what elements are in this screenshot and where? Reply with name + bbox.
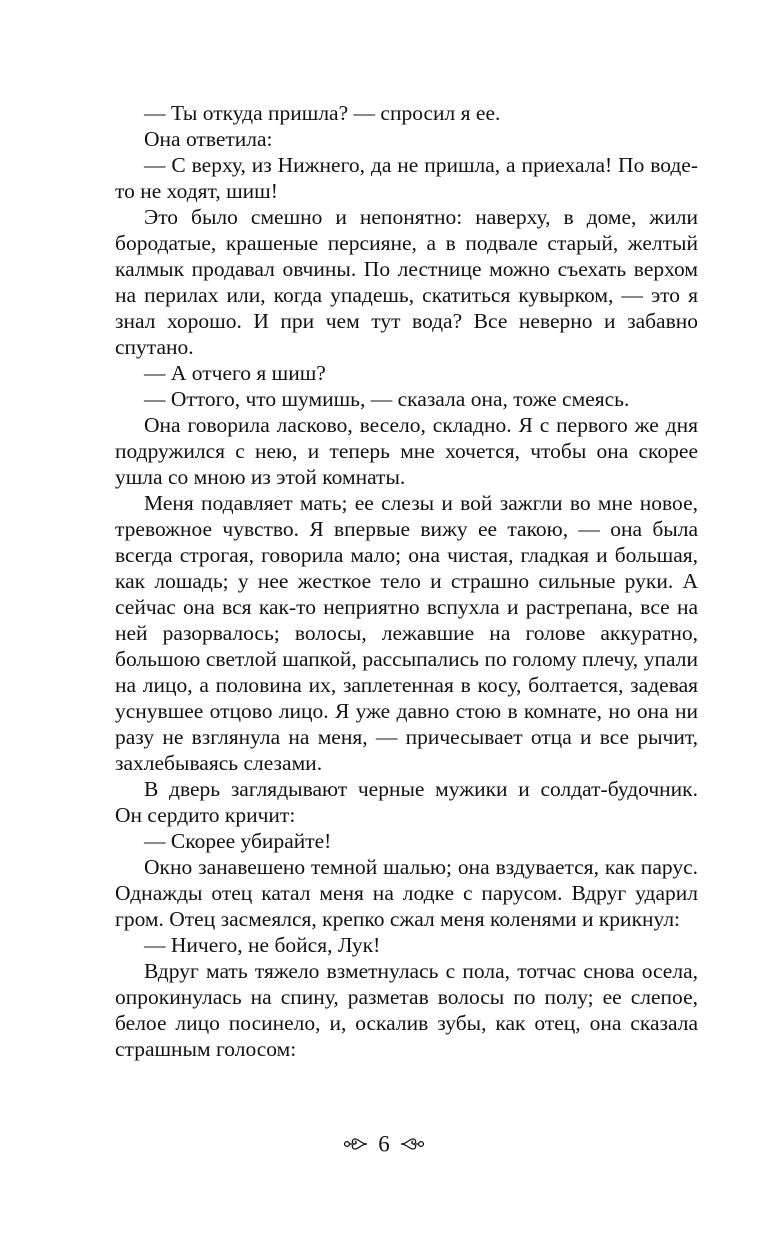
paragraph: — С верху, из Нижнего, да не пришла, а приехала! По воде-то не ходят, шиш! — [115, 153, 698, 203]
paragraph: Окно занавешено темной шалью; она вздувается, как парус. Однажды отец катал меня на лодке с парусом. Вдруг ударил гром. Отец засмеялся, крепко сжал меня коленями и крикнул: — [115, 855, 698, 931]
paragraph: — Скорее убирайте! — [144, 829, 332, 853]
paragraph: — Ты откуда пришла? — спросил я ее. — [144, 101, 501, 125]
paragraph: Вдруг мать тяжело взметнулась с пола, тотчас снова осела, опрокинулась на спину, разметав волосы по полу; ее слепое, белое лицо посинело, и, оскалив зубы, как отец, она сказала страшным голосом: — [115, 959, 698, 1061]
paragraph: — А отчего я шиш? — [144, 361, 326, 385]
page-text — [115, 100, 698, 1062]
paragraph: — Ничего, не бойся, Лук! — [144, 933, 381, 957]
paragraph: Она говорила ласково, весело, складно. Я с первого же дня подружился с нею, и теперь мне хочется, чтобы она скорее ушла со мною из этой комнаты. — [115, 413, 698, 489]
paragraph: — Оттого, что шумишь, — сказала она, тоже смеясь. — [144, 387, 630, 411]
page-footer — [0, 1130, 768, 1158]
paragraph: В дверь заглядывают черные мужики и солдат-будочник. Он сердито кричит: — [115, 777, 698, 827]
paragraph: Это было смешно и непонятно: наверху, в доме, жили бородатые, крашеные персияне, а в подвале старый, желтый калмык продавал овчины. По лестнице можно съехать верхом на перилах или, когда упадешь, скатиться кувырком, — это я знал хорошо. И при чем тут вода? Все неверно и забавно спутано. — [115, 205, 698, 359]
left-ornament-icon — [342, 1132, 368, 1158]
page-number: 6 — [378, 1131, 390, 1157]
right-ornament-icon — [400, 1132, 426, 1158]
paragraph: Она ответила: — [144, 127, 273, 151]
paragraph: Меня подавляет мать; ее слезы и вой зажгли во мне новое, тревожное чувство. Я впервые вижу ее такою, — она была всегда строгая, говорила мало; она чистая, гладкая и большая, как лошадь; у нее жесткое тело и страшно сильные руки. А сейчас она вся как-то неприятно вспухла и растрепана, все на ней разорвалось; волосы, лежавшие на голове аккуратно, большою светлой шапкой, рассыпались по голому плечу, упали на лицо, а половина их, заплетенная в косу, болтается, задевая уснувшее отцово лицо. Я уже давно стою в комнате, но она ни разу не взглянула на меня, — причесывает отца и все рычит, захлебываясь слезами. — [115, 491, 698, 775]
